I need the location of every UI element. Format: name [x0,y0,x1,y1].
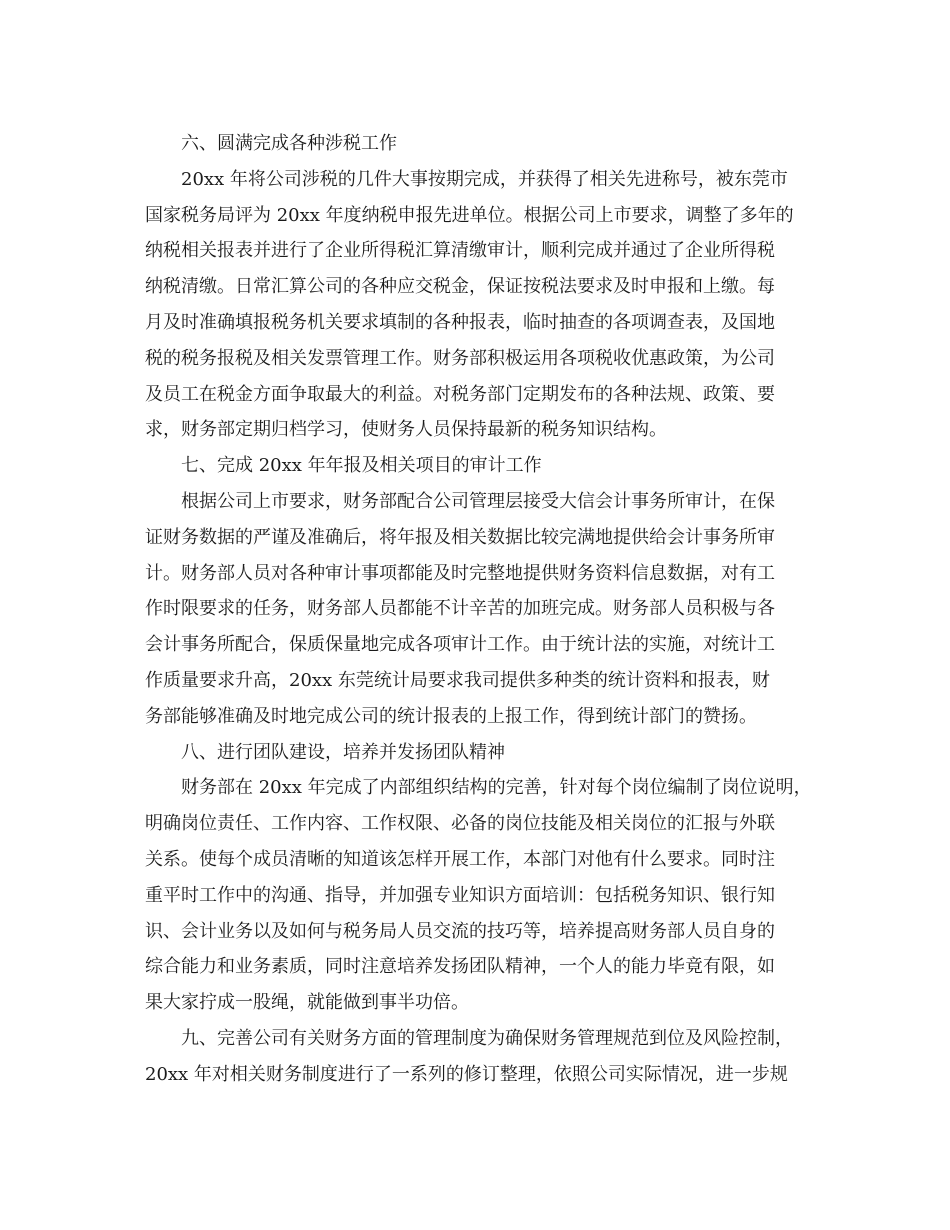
text-line: 七、完成 20xx 年年报及相关项目的审计工作 [181,455,542,477]
text-line: 九、完善公司有关财务方面的管理制度为确保财务管理规范到位及风险控制， [181,1027,793,1049]
document-body [145,126,812,1093]
text-line: 关系。使每个成员清晰的知道该怎样开展工作，本部门对他有什么要求。同时注 [145,848,775,870]
text-line: 果大家拧成一股绳，就能做到事半功倍。 [145,992,469,1014]
text-line: 会计事务所配合，保质保量地完成各项审计工作。由于统计法的实施，对统计工 [145,634,775,656]
text-line: 证财务数据的严谨及准确后，将年报及相关数据比较完满地提供给会计事务所审 [145,526,775,548]
text-line: 八、进行团队建设，培养并发扬团队精神 [181,741,505,763]
text-line: 作时限要求的任务，财务部人员都能不计辛苦的加班完成。财务部人员积极与各 [145,598,775,620]
text-line: 20xx 年将公司涉税的几件大事按期完成，并获得了相关先进称号，被东莞市 [181,168,788,190]
text-line: 识、会计业务以及如何与税务局人员交流的技巧等，培养提高财务部人员自身的 [145,920,775,942]
text-line: 财务部在 20xx 年完成了内部组织结构的完善，针对每个岗位编制了岗位说明， [181,777,812,799]
text-line: 月及时准确填报税务机关要求填制的各种报表，临时抽查的各项调查表，及国地 [145,311,775,333]
text-line: 计。财务部人员对各种审计事项都能及时完整地提供财务资料信息数据，对有工 [145,562,775,584]
text-line: 根据公司上市要求，财务部配合公司管理层接受大信会计事务所审计，在保 [181,490,775,512]
text-line: 作质量要求升高，20xx 东莞统计局要求我司提供多种类的统计资料和报表，财 [145,669,770,691]
text-line: 20xx 年对相关财务制度进行了一系列的修订整理，依照公司实际情况，进一步规 [145,1063,788,1085]
text-line: 重平时工作中的沟通、指导，并加强专业知识方面培训：包括税务知识、银行知 [145,884,775,906]
text-line: 税的税务报税及相关发票管理工作。财务部积极运用各项税收优惠政策，为公司 [145,347,775,369]
text-line: 及员工在税金方面争取最大的利益。对税务部门定期发布的各种法规、政策、要 [145,383,775,405]
text-line: 明确岗位责任、工作内容、工作权限、必备的岗位技能及相关岗位的汇报与外联 [145,813,775,835]
text-line: 求，财务部定期归档学习，使财务人员保持最新的税务知识结构。 [145,419,667,441]
text-line: 纳税相关报表并进行了企业所得税汇算清缴审计，顺利完成并通过了企业所得税 [145,240,775,262]
text-line: 务部能够准确及时地完成公司的统计报表的上报工作，得到统计部门的赞扬。 [145,705,757,727]
text-line: 综合能力和业务素质，同时注意培养发扬团队精神，一个人的能力毕竟有限，如 [145,956,775,978]
text-line: 国家税务局评为 20xx 年度纳税申报先进单位。根据公司上市要求，调整了多年的 [145,204,794,226]
text-line: 纳税清缴。日常汇算公司的各种应交税金，保证按税法要求及时申报和上缴。每 [145,276,775,298]
text-line: 六、圆满完成各种涉税工作 [181,133,397,154]
